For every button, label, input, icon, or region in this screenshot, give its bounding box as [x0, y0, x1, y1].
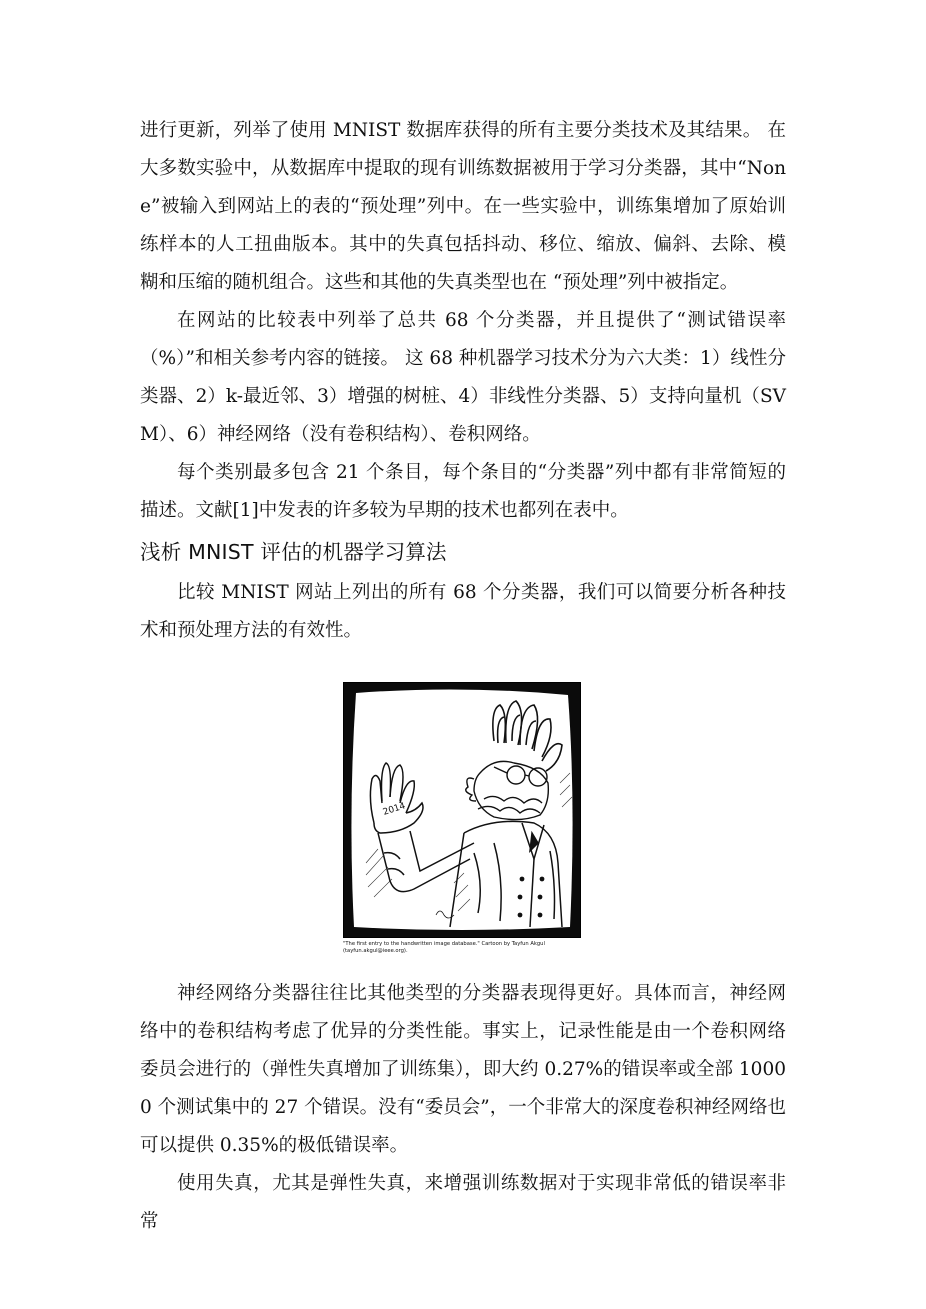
- cartoon-drawing: [344, 683, 580, 937]
- hand-number: 2014: [381, 801, 407, 818]
- paragraph-1: 进行更新，列举了使用 MNIST 数据库获得的所有主要分类技术及其结果。 在大多数实验中，从数据库中提取的现有训练数据被用于学习分类器，其中“None”被输入到网站上的表的“预处理”列中。在一些实验中，训练集增加了原始训练样本的人工扭曲版本。其中的失真包括抖动、移位、缩放、偏斜、去除、模糊和压缩的随机组合。这些和其他的失真类型也在 “预处理”列中被指定。: [140, 120, 786, 293]
- figure-caption: "The first entry to the handwritten image database." Cartoon by Tayfun Akgul (tayfun.akgul@ieee.org).: [343, 941, 545, 954]
- cartoon-figure: [343, 682, 583, 955]
- section-heading: 浅析 MNIST 评估的机器学习算法: [140, 540, 447, 564]
- paragraph-3: 每个类别最多包含 21 个条目，每个条目的“分类器”列中都有非常简短的描述。文献[1]中发表的许多较为早期的技术也都列在表中。: [140, 462, 786, 521]
- paragraph-4: 比较 MNIST 网站上列出的所有 68 个分类器，我们可以简要分析各种技术和预处理方法的有效性。: [140, 582, 786, 641]
- document-page: [140, 112, 786, 1241]
- paragraph-6: 使用失真，尤其是弹性失真，来增强训练数据对于实现非常低的错误率非常: [140, 1173, 786, 1232]
- cartoon-image: [343, 682, 581, 938]
- paragraph-2: 在网站的比较表中列举了总共 68 个分类器，并且提供了“测试错误率（%）”和相关参考内容的链接。 这 68 种机器学习技术分为六大类：1）线性分类器、2）k-最近邻、3）增强的树桩、4）非线性分类器、5）支持向量机（SVM）、6）神经网络（没有卷积结构）、卷积网络。: [140, 310, 786, 445]
- paragraph-5: 神经网络分类器往往比其他类型的分类器表现得更好。具体而言，神经网络中的卷积结构考虑了优异的分类性能。事实上，记录性能是由一个卷积网络委员会进行的（弹性失真增加了训练集），即大约 0.27%的错误率或全部 10000 个测试集中的 27 个错误。没有“委员会”，一个非常大的深度卷积神经网络也可以提供 0.35%的极低错误率。: [140, 983, 786, 1156]
